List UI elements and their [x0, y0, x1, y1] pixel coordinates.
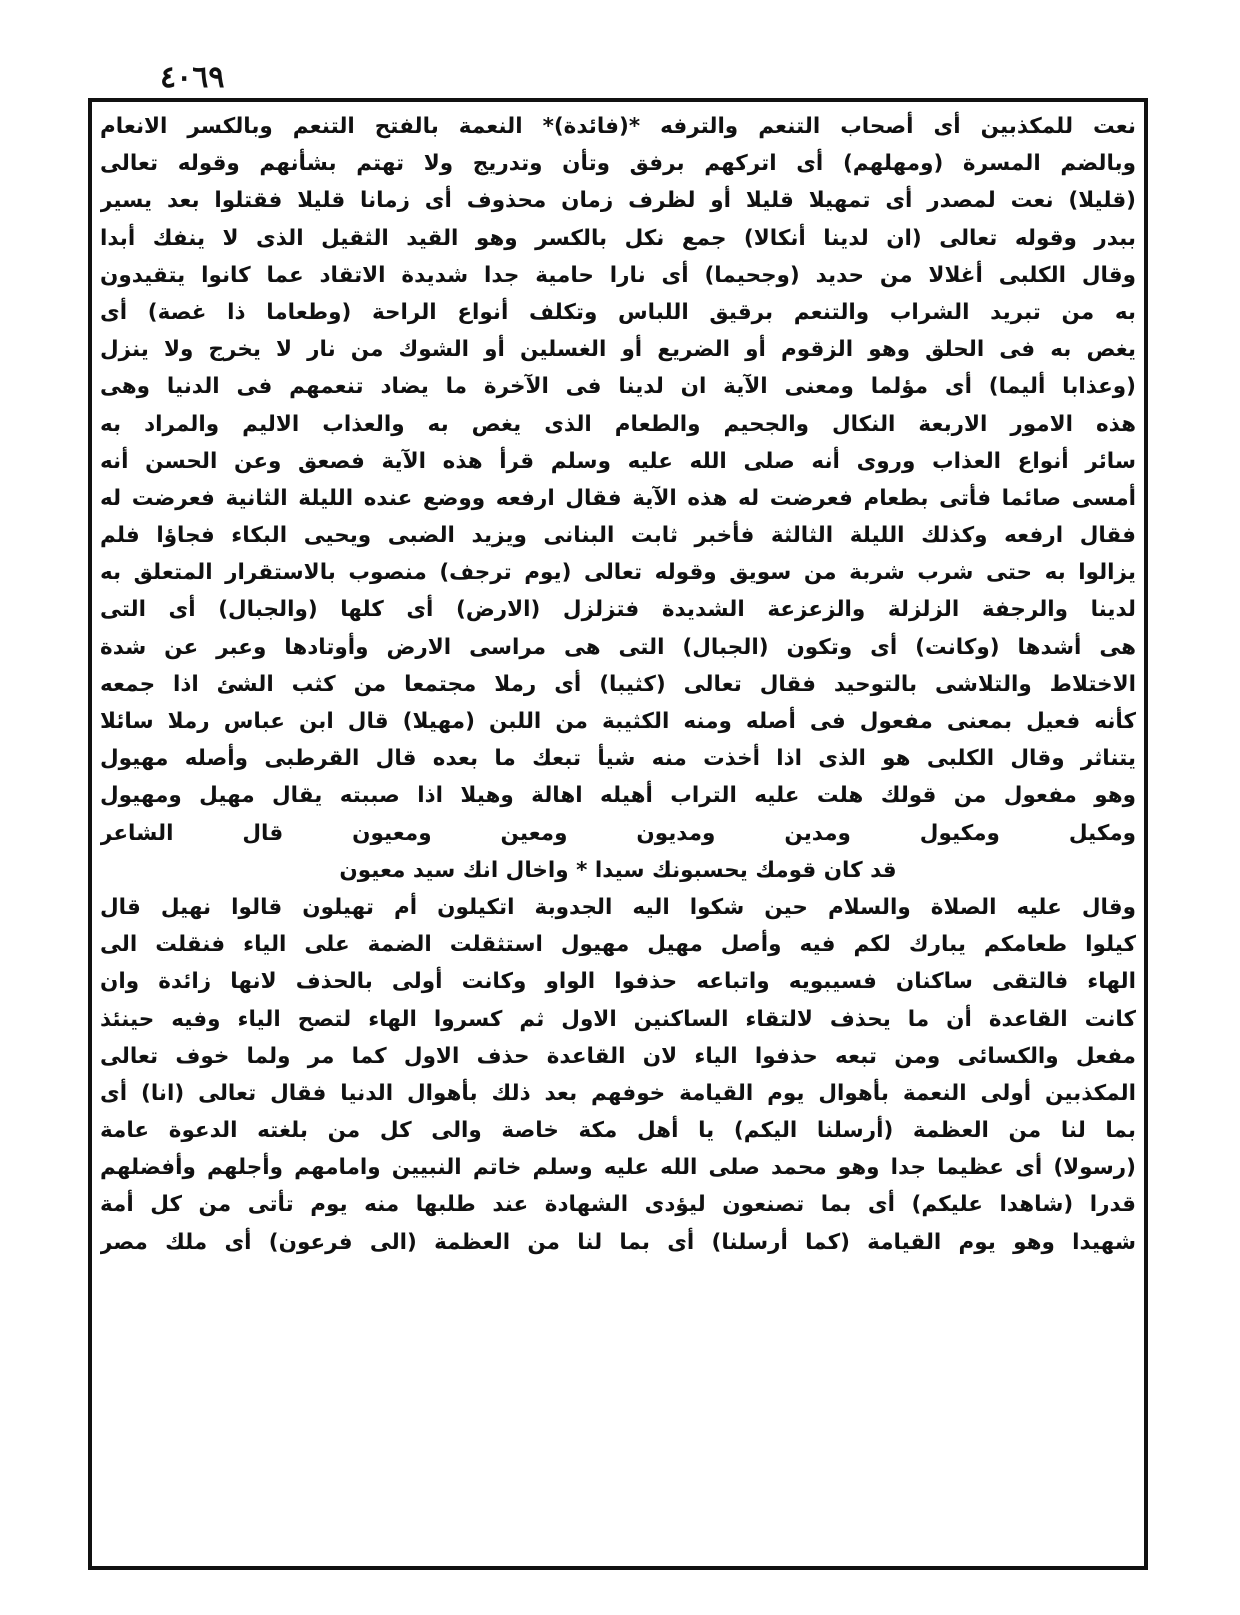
text-line: نعت للمكذبين أى أصحاب التنعم والترفه *(فائدة)* النعمة بالفتح التنعم وبالكسر الانعام [100, 114, 1136, 139]
text-line: ومكيل ومكيول ومدين ومديون ومعين ومعيون قال الشاعر [100, 820, 1136, 846]
text-line: يزالوا به حتى شرب شربة من سويق وقوله تعالى (يوم ترجف) منصوب بالاستقرار المتعلق به [100, 560, 1136, 586]
text-line: مفعل والكسائى ومن تبعه حذفوا الياء لان القاعدة حذف الاول كما مر ولما خوف تعالى [100, 1043, 1136, 1069]
text-line: (وعذابا أليما) أى مؤلما ومعنى الآية ان لدينا فى الآخرة ما يضاد تنعمهم فى الدنيا وهى [100, 374, 1136, 400]
text-line: يتناثر وقال الكلبى هو الذى اذا أخذت منه شيأ تبعك ما بعده قال القرطبى وأصله مهيول [100, 746, 1136, 772]
text-line: به من تبريد الشراب والتنعم برقيق اللباس وتكلف أنواع الراحة (وطعاما ذا غصة) أى [100, 299, 1136, 325]
text-line: هى أشدها (وكانت) أى وتكون (الجبال) التى هى مراسى الارض وأوتادها وعبر عن شدة [100, 634, 1136, 660]
text-line: الهاء فالتقى ساكنان فسيبويه واتباعه حذفوا الواو وكانت أولى بالحذف لانها زائدة وان [100, 969, 1136, 995]
text-line: (رسولا) أى عظيما جدا وهو محمد صلى الله عليه وسلم خاتم النبيين وامامهم وأجلهم وأفضلهم [100, 1155, 1136, 1181]
text-line: شهيدا وهو يوم القيامة (كما أرسلنا) أى بما لنا من العظمة (الى فرعون) أى ملك مصر [100, 1229, 1136, 1255]
text-line: وهو مفعول من قولك هلت عليه التراب أهيله اهالة وهيلا اذا صببته يقال مهيل ومهيول [100, 783, 1136, 809]
text-line: كانت القاعدة أن ما يحذف لالتقاء الساكنين الاول ثم كسروا الهاء لتصح الياء وفيه حينئذ [100, 1006, 1136, 1032]
text-line: وقال عليه الصلاة والسلام حين شكوا اليه الجدوبة اتكيلون أم تهيلون قالوا نهيل قال [100, 894, 1136, 920]
text-line: كيلوا طعامكم يبارك لكم فيه وأصل مهيل مهيول استثقلت الضمة على الياء فنقلت الى [100, 932, 1136, 958]
page-number: ٤٠٦٩ [160, 60, 225, 95]
text-line: لدينا والرجفة الزلزلة والزعزعة الشديدة فتزلزل (الارض) أى كلها (والجبال) أى التى [100, 597, 1136, 623]
text-line: الاختلاط والتلاشى بالتوحيد فقال تعالى (كثيبا) أى رملا مجتمعا من كثب الشئ اذا جمعه [100, 671, 1136, 697]
text-line: سائر أنواع العذاب وروى أنه صلى الله عليه وسلم قرأ هذه الآية فصعق وعن الحسن أنه [100, 448, 1136, 474]
text-body [100, 108, 1136, 1261]
text-line: قدرا (شاهدا عليكم) أى بما تصنعون ليؤدى الشهادة عند طلبها منه يوم تأتى من كل أمة [100, 1192, 1136, 1218]
text-line: هذه الامور الاربعة النكال والجحيم والطعام الذى يغص به والعذاب الاليم والمراد به [100, 411, 1136, 437]
text-line: يغص به فى الحلق وهو الزقوم أو الضريع أو الغسلين أو الشوك من نار لا يخرج ولا ينزل [100, 337, 1136, 363]
text-line: بما لنا من العظمة (أرسلنا اليكم) يا أهل مكة خاصة والى كل من بلغته الدعوة عامة [100, 1118, 1136, 1144]
poetry-verse: قد كان قومك يحسبونك سيدا * واخال انك سيد معيون [339, 857, 897, 883]
text-line: وقال الكلبى أغلالا من حديد (وجحيما) أى نارا حامية جدا شديدة الاتقاد عما كانوا يتقيدون [100, 262, 1136, 288]
text-line: كأنه فعيل بمعنى مفعول فى أصله ومنه الكثيبة من اللبن (مهيلا) قال ابن عباس رملا سائلا [100, 709, 1136, 734]
text-line: فقال ارفعه وكذلك الليلة الثالثة فأخبر ثابت البنانى ويزيد الضبى ويحيى البكاء فجاؤا فلم [100, 523, 1136, 549]
text-line: أمسى صائما فأتى بطعام فعرضت له هذه الآية فقال ارفعه ووضع عنده الليلة الثانية فعرضت له [100, 485, 1136, 511]
text-line: ببدر وقوله تعالى (ان لدينا أنكالا) جمع نكل بالكسر وهو القيد الثقيل الذى لا ينفك أبدا [100, 225, 1136, 251]
text-line: وبالضم المسرة (ومهلهم) أى اتركهم برفق وتأن وتدريج ولا تهتم بشأنهم وقوله تعالى [100, 151, 1136, 177]
text-line: المكذبين أولى النعمة بأهوال يوم القيامة خوفهم بعد ذلك بأهوال الدنيا فقال تعالى (انا) أى [100, 1080, 1136, 1106]
text-line: (قليلا) نعت لمصدر أى تمهيلا قليلا أو لظرف زمان محذوف أى زمانا قليلا فقتلوا بعد يسير [100, 188, 1136, 214]
